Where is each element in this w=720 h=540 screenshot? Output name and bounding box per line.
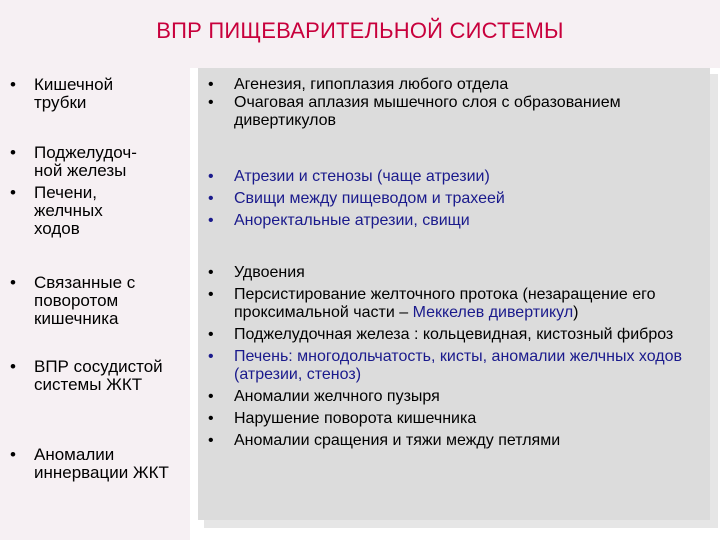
right-group-2 xyxy=(198,168,710,230)
list-item xyxy=(198,326,710,344)
list-item xyxy=(198,410,710,428)
list-item-text: Удвоения xyxy=(234,264,305,281)
list-item-text: Аноректальные атрезии, свищи xyxy=(234,212,470,229)
list-item-text: Очаговая аплазия мышечного слоя с образованием дивертикулов xyxy=(234,94,621,129)
bullet-marker: • xyxy=(10,273,16,292)
list-item xyxy=(0,446,190,482)
bullet-marker: • xyxy=(10,143,16,162)
list-item-text: Печени, желчных ходов xyxy=(34,183,103,238)
list-item-text: Связанные с поворотом кишечника xyxy=(34,273,136,328)
left-item-rotation xyxy=(0,274,190,328)
bullet-marker: • xyxy=(208,388,214,405)
bullet-marker: • xyxy=(208,76,214,93)
list-item-text: Свищи между пищеводом и трахеей xyxy=(234,190,505,207)
list-item xyxy=(198,286,710,322)
bullet-marker: • xyxy=(208,212,214,229)
bullet-marker: • xyxy=(208,94,214,111)
list-item-text: ВПР сосудистой системы ЖКТ xyxy=(34,357,163,394)
bullet-marker: • xyxy=(208,190,214,207)
bullet-marker: • xyxy=(10,445,16,464)
list-item xyxy=(198,76,710,94)
list-item xyxy=(198,264,710,282)
list-item xyxy=(0,274,190,328)
bullet-marker: • xyxy=(208,410,214,427)
meckel-diverticulum: Меккелев дивертикул xyxy=(412,304,574,321)
bullet-marker: • xyxy=(208,326,214,343)
list-item-text: Печень: многодольчатость, кисты, аномалии желчных ходов (атрезии, стеноз) xyxy=(234,348,683,383)
bullet-marker: • xyxy=(10,357,16,376)
left-item-pancreas xyxy=(0,144,190,180)
list-item-text: Нарушение поворота кишечника xyxy=(234,410,477,427)
left-item-liver xyxy=(0,184,190,238)
list-item xyxy=(198,348,710,384)
bullet-marker: • xyxy=(208,168,214,185)
bullet-marker: • xyxy=(208,432,214,449)
left-item-intestinal xyxy=(0,76,190,112)
bullet-marker: • xyxy=(10,183,16,202)
list-item-text: Атрезии и стенозы (чаще атрезии) xyxy=(234,168,490,185)
list-item xyxy=(198,190,710,208)
panel-shadow-right xyxy=(710,74,718,526)
list-item xyxy=(198,168,710,186)
right-group-3 xyxy=(198,264,710,450)
list-item-text: Аномалии иннервации ЖКТ xyxy=(34,445,169,482)
list-item xyxy=(198,212,710,230)
page-title: ВПР ПИЩЕВАРИТЕЛЬНОЙ СИСТЕМЫ xyxy=(156,18,564,43)
list-item xyxy=(0,144,190,180)
list-item-text: Кишечной трубки xyxy=(34,75,114,112)
list-item-text: Агенезия, гипоплазия любого отдела xyxy=(234,76,509,93)
list-item-text: Поджелудоч-ной железы xyxy=(34,143,137,180)
bullet-marker: • xyxy=(208,264,214,281)
list-item xyxy=(198,94,710,130)
list-item-text: Аномалии сращения и тяжи между петлями xyxy=(234,432,561,449)
bullet-marker: • xyxy=(208,348,214,365)
bullet-marker: • xyxy=(208,286,214,303)
list-item xyxy=(0,358,190,394)
list-item xyxy=(0,76,190,112)
left-item-innervation xyxy=(0,446,190,482)
left-item-vascular xyxy=(0,358,190,394)
bullet-marker: • xyxy=(10,75,16,94)
list-item xyxy=(198,432,710,450)
panel-shadow-bottom xyxy=(204,520,718,528)
list-item-text: Аномалии желчного пузыря xyxy=(234,388,440,405)
right-group-1 xyxy=(198,76,710,130)
list-item xyxy=(0,184,190,238)
list-item xyxy=(198,388,710,406)
list-item-text: Персистирование желточного протока (незаращение его проксимальной части – Меккелев дивертикул) xyxy=(234,286,656,321)
list-item-text: Поджелудочная железа : кольцевидная, кистозный фиброз xyxy=(234,326,674,343)
